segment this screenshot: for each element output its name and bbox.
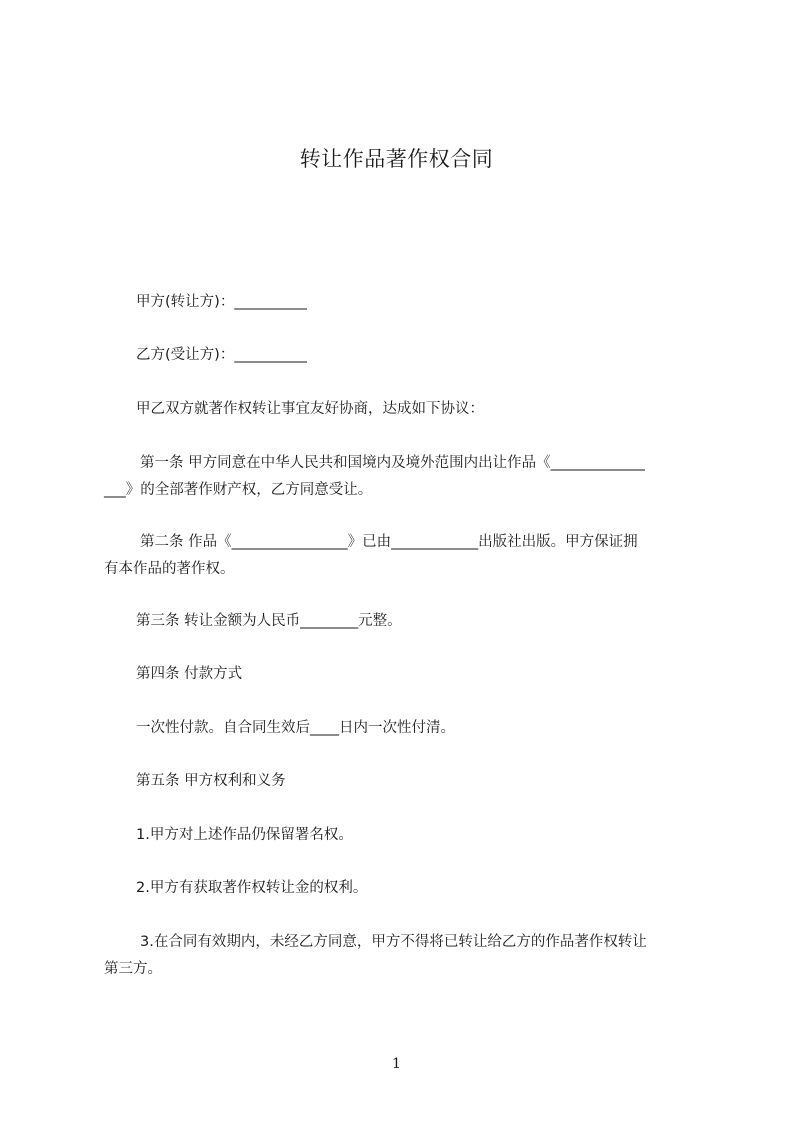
article-4-text: 一次性付款。自合同生效后____日内一次性付清。	[136, 720, 455, 736]
article-5-item-2: 2.甲方有获取著作权转让金的权利。	[136, 880, 368, 896]
intro-paragraph: 甲乙双方就著作权转让事宜友好协商，达成如下协议：	[136, 401, 484, 417]
article-4-heading: 第四条 付款方式	[136, 666, 243, 682]
party-a-line: 甲方(转让方)：__________	[136, 294, 307, 310]
article-5-item-3-line-2: 第三方。	[104, 961, 162, 977]
article-3: 第三条 转让金额为人民币________元整。	[136, 613, 402, 629]
article-2-line-2: 有本作品的著作权。	[104, 561, 235, 577]
document-title: 转让作品著作权合同	[299, 147, 494, 171]
article-5-item-3-line-1: 3.在合同有效期内，未经乙方同意，甲方不得将已转让给乙方的作品著作权转让	[140, 934, 647, 950]
article-1-line-1: 第一条 甲方同意在中华人民共和国境内及境外范围内出让作品《_____________	[140, 455, 645, 471]
article-1-line-2: ___》的全部著作财产权，乙方同意受让。	[104, 482, 373, 498]
article-5-heading: 第五条 甲方权利和义务	[136, 773, 286, 789]
article-5-item-1: 1.甲方对上述作品仍保留署名权。	[136, 827, 353, 843]
page-number: 1	[392, 1056, 401, 1072]
article-2-line-1: 第二条 作品《________________》已由____________出版社出版。甲方保证拥	[140, 534, 638, 550]
party-b-line: 乙方(受让方)：__________	[136, 347, 307, 363]
